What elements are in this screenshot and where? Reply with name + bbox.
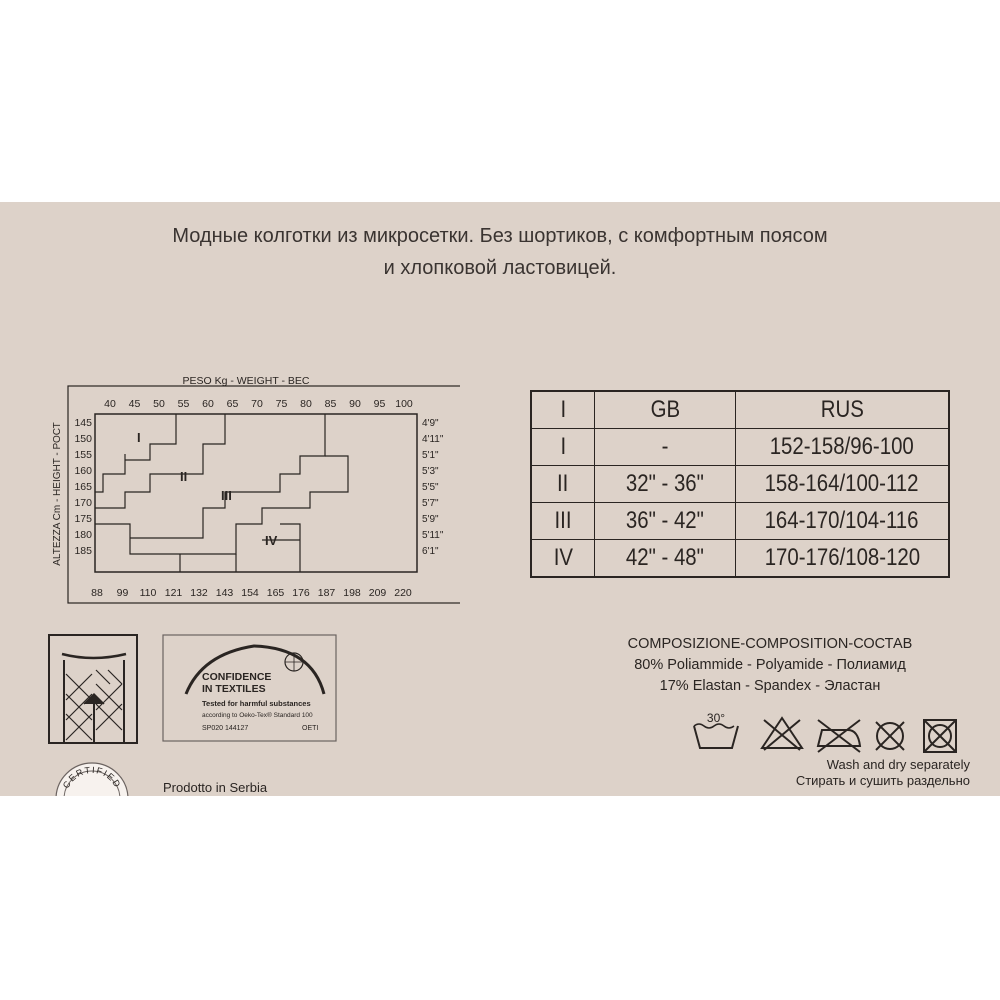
oeko-tex-label bbox=[162, 634, 337, 742]
wash-temp-label: 30° bbox=[706, 712, 726, 725]
certified-badge bbox=[52, 757, 132, 796]
weight-lb-tick: 88 bbox=[91, 587, 103, 599]
do-not-dry-clean-icon bbox=[876, 722, 904, 750]
weight-kg-tick: 70 bbox=[251, 398, 263, 410]
zone-boundary-7 bbox=[236, 524, 300, 572]
size-table-row bbox=[531, 466, 949, 503]
header-cell: RUS bbox=[736, 391, 950, 429]
tights-pictogram-svg bbox=[48, 634, 138, 744]
do-not-bleach-icon bbox=[762, 718, 802, 750]
height-ft-tick: 5'11" bbox=[422, 530, 444, 541]
composition bbox=[570, 634, 970, 697]
height-ft-tick: 5'5" bbox=[422, 482, 439, 493]
table-cell: 42" - 48" bbox=[595, 540, 736, 578]
composition-line-2: 17% Elastan - Spandex - Эластан bbox=[659, 678, 881, 694]
weight-lb-tick: 187 bbox=[317, 587, 336, 599]
made-in: Prodotto in Serbia bbox=[163, 780, 268, 795]
zone-label-1: I bbox=[137, 430, 141, 445]
oeko-inst: OETI bbox=[302, 725, 319, 732]
zone-boundary-1 bbox=[95, 454, 125, 492]
care-note-ru: Стирать и сушить раздельно bbox=[795, 773, 970, 788]
weight-lb-ticks bbox=[91, 587, 412, 599]
oeko-code: SP020 144127 bbox=[202, 725, 249, 732]
weight-kg-tick: 85 bbox=[324, 398, 337, 410]
table-cell: 32" - 36" bbox=[595, 466, 736, 503]
wash-30-icon bbox=[694, 712, 738, 748]
certified-text: CERTIFIED bbox=[60, 764, 124, 790]
product-description bbox=[0, 220, 1000, 284]
height-cm-tick: 175 bbox=[74, 513, 92, 525]
table-cell: 36" - 42" bbox=[595, 503, 736, 540]
height-ft-tick: 4'11" bbox=[422, 434, 444, 445]
care-symbols bbox=[690, 712, 970, 756]
weight-kg-tick: 40 bbox=[104, 398, 116, 410]
certified-badge-svg bbox=[52, 757, 132, 796]
description-line-2: и хлопковой ластовицей. bbox=[383, 257, 617, 279]
description-line-1: Модные колготки из микросетки. Без шортиков, с комфортным поясом bbox=[172, 225, 828, 247]
table-cell: III bbox=[531, 503, 595, 540]
height-cm-tick: 170 bbox=[74, 497, 92, 509]
weight-kg-tick: 100 bbox=[395, 398, 413, 410]
size-table-header bbox=[531, 391, 949, 429]
height-cm-ticks bbox=[74, 417, 92, 557]
weight-lb-tick: 99 bbox=[116, 587, 129, 599]
weight-kg-tick: 60 bbox=[202, 398, 214, 410]
table-cell: II bbox=[531, 466, 595, 503]
weight-kg-ticks bbox=[104, 398, 413, 410]
height-cm-tick: 180 bbox=[74, 529, 92, 541]
height-ft-ticks bbox=[422, 418, 444, 557]
weight-lb-tick: 143 bbox=[215, 587, 234, 599]
weight-lb-tick: 176 bbox=[292, 587, 310, 599]
weight-lb-tick: 121 bbox=[164, 587, 183, 599]
height-ft-tick: 5'9" bbox=[422, 514, 439, 525]
zone-boundary-3 bbox=[95, 414, 225, 508]
height-cm-tick: 150 bbox=[74, 433, 92, 445]
height-cm-tick: 155 bbox=[74, 449, 92, 461]
weight-lb-tick: 220 bbox=[394, 587, 412, 599]
care-note bbox=[700, 757, 970, 789]
height-ft-tick: 6'1" bbox=[422, 546, 439, 557]
size-table-row bbox=[531, 429, 949, 466]
do-not-iron-icon bbox=[818, 720, 860, 752]
weight-kg-tick: 90 bbox=[349, 398, 361, 410]
zone-label-4: IV bbox=[265, 533, 278, 548]
weight-kg-tick: 55 bbox=[177, 398, 190, 410]
weight-lb-tick: 198 bbox=[343, 587, 361, 599]
zone-boundary-4 bbox=[130, 414, 325, 538]
size-table-row bbox=[531, 540, 949, 578]
table-cell: 164-170/104-116 bbox=[736, 503, 950, 540]
height-axis-title: ALTEZZA Cm - HEIGHT - РОСТ bbox=[52, 422, 63, 566]
zone-boundary-5 bbox=[95, 456, 348, 554]
table-cell: - bbox=[595, 429, 736, 466]
weight-axis-title: PESO Kg - WEIGHT - BEC bbox=[182, 375, 310, 387]
weight-kg-tick: 50 bbox=[153, 398, 165, 410]
size-chart bbox=[40, 374, 460, 614]
do-not-tumble-dry-icon bbox=[924, 720, 956, 752]
weight-kg-tick: 45 bbox=[128, 398, 141, 410]
chart-inner-frame bbox=[95, 414, 417, 572]
size-table-row bbox=[531, 503, 949, 540]
height-cm-tick: 160 bbox=[74, 465, 92, 477]
product-label bbox=[0, 202, 1000, 796]
size-chart-svg bbox=[40, 374, 460, 614]
composition-title: COMPOSIZIONE-COMPOSITION-СОСТАВ bbox=[627, 636, 913, 652]
composition-line-1: 80% Poliammide - Polyamide - Полиамид bbox=[634, 657, 906, 673]
weight-lb-tick: 132 bbox=[190, 587, 208, 599]
size-table bbox=[530, 390, 950, 578]
height-ft-tick: 5'7" bbox=[422, 498, 439, 509]
header-cell: I bbox=[531, 391, 595, 429]
weight-kg-tick: 75 bbox=[275, 398, 288, 410]
weight-kg-tick: 95 bbox=[373, 398, 386, 410]
table-cell: IV bbox=[531, 540, 595, 578]
height-ft-tick: 4'9" bbox=[422, 418, 439, 429]
zone-label-3: III bbox=[221, 488, 232, 503]
weight-kg-tick: 65 bbox=[226, 398, 239, 410]
height-cm-tick: 145 bbox=[74, 417, 92, 429]
weight-lb-tick: 154 bbox=[241, 587, 259, 599]
height-cm-tick: 185 bbox=[74, 545, 92, 557]
care-symbols-svg bbox=[690, 712, 970, 756]
tights-pictogram bbox=[48, 634, 138, 744]
height-ft-tick: 5'1" bbox=[422, 450, 439, 461]
zone-label-2: II bbox=[180, 469, 188, 484]
chart-outer-frame bbox=[68, 386, 460, 603]
oeko-standard: according to Oeko-Tex® Standard 100 bbox=[202, 712, 313, 719]
weight-kg-tick: 80 bbox=[300, 398, 312, 410]
table-cell: 158-164/100-112 bbox=[736, 466, 950, 503]
oeko-tested: Tested for harmful substances bbox=[202, 699, 311, 708]
zone-boundary-2 bbox=[125, 414, 176, 460]
table-cell: I bbox=[531, 429, 595, 466]
oeko-title-1: CONFIDENCE bbox=[202, 671, 272, 683]
header-cell: GB bbox=[595, 391, 736, 429]
weight-lb-tick: 209 bbox=[368, 587, 387, 599]
oeko-tex-svg bbox=[162, 634, 337, 742]
weight-lb-tick: 165 bbox=[266, 587, 285, 599]
height-cm-tick: 165 bbox=[74, 481, 92, 493]
weight-lb-tick: 110 bbox=[139, 587, 157, 599]
table-cell: 152-158/96-100 bbox=[736, 429, 950, 466]
oeko-title-2: IN TEXTILES bbox=[202, 683, 266, 695]
care-note-en: Wash and dry separately bbox=[826, 757, 970, 772]
height-ft-tick: 5'3" bbox=[422, 466, 439, 477]
table-cell: 170-176/108-120 bbox=[736, 540, 950, 578]
